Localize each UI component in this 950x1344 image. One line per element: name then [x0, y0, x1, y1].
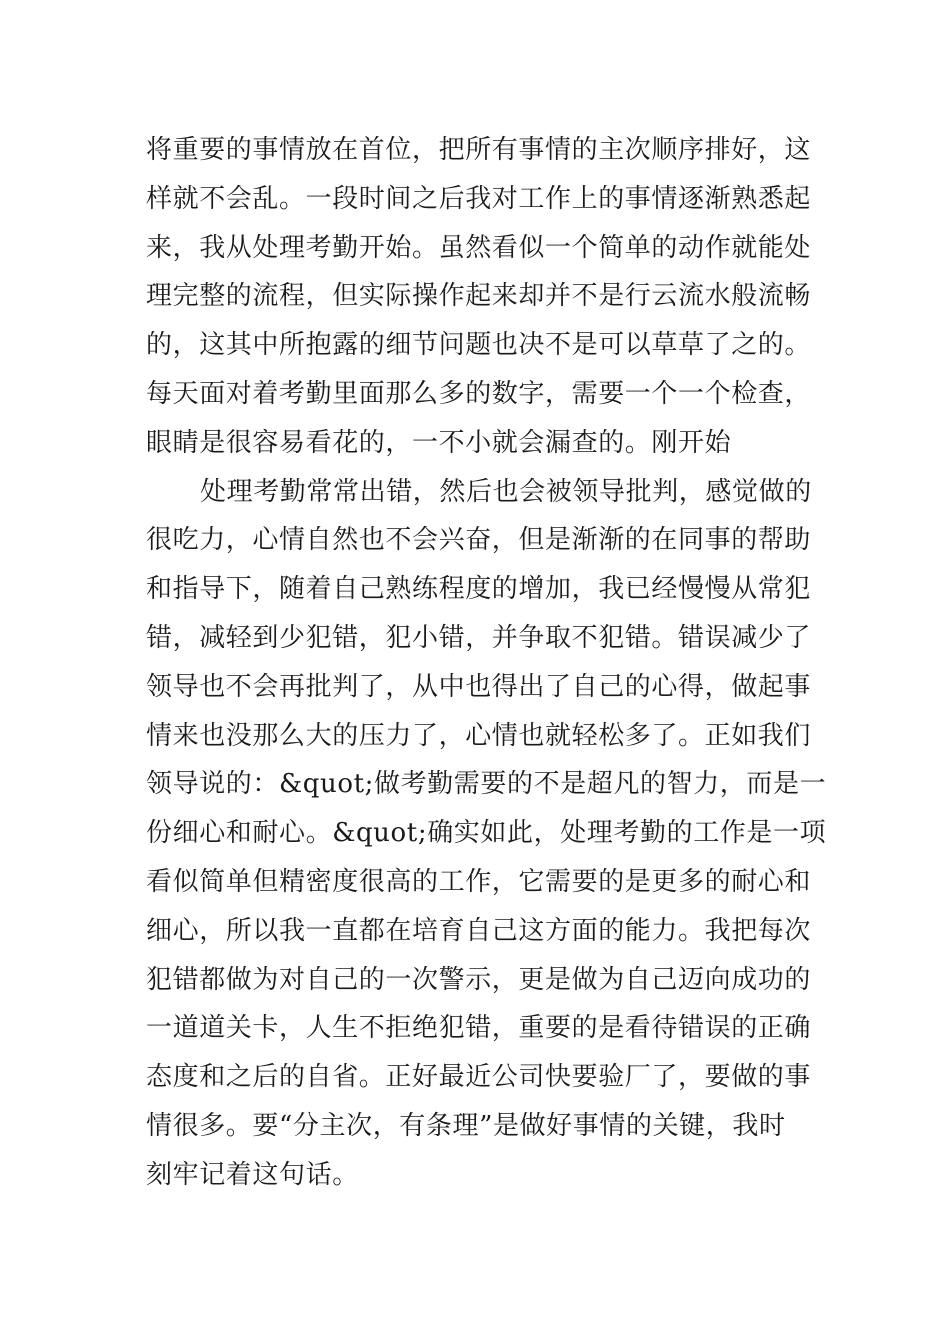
text-line: 犯错都做为对自己的一次警示，更是做为自己迈向成功的: [146, 964, 812, 995]
paragraph-start-line: 处理考勤常常出错，然后也会被领导批判，感觉做的: [200, 476, 812, 507]
text-line: 细心，所以我一直都在培育自己这方面的能力。我把每次: [146, 915, 812, 946]
text-line: 看似简单但精密度很高的工作，它需要的是更多的耐心和: [146, 866, 812, 897]
text-line: 刻牢记着这句话。: [146, 1159, 359, 1190]
text-line: 眼睛是很容易看花的，一不小就会漏查的。刚开始: [146, 427, 732, 458]
text-line: 每天面对着考勤里面那么多的数字，需要一个一个检查，: [146, 378, 812, 409]
text-line: 态度和之后的自省。正好最近公司快要验厂了，要做的事: [146, 1062, 812, 1093]
body-text: [146, 126, 827, 1200]
text-line: 样就不会乱。一段时间之后我对工作上的事情逐渐熟悉起: [146, 183, 812, 214]
text-line: 来，我从处理考勤开始。虽然看似一个简单的动作就能处: [146, 232, 812, 263]
text-line: 错，减轻到少犯错，犯小错，并争取不犯错。错误减少了: [146, 622, 812, 653]
text-line: 领导也不会再批判了，从中也得出了自己的心得，做起事: [146, 671, 812, 702]
text-line: 理完整的流程，但实际操作起来却并不是行云流水般流畅: [146, 281, 812, 312]
text-line: 一道道关卡，人生不拒绝犯错，重要的是看待错误的正确: [146, 1013, 812, 1044]
text-line: 和指导下，随着自己熟练程度的增加，我已经慢慢从常犯: [146, 574, 812, 605]
text-line: 份细心和耐心。&quot;确实如此，处理考勤的工作是一项: [146, 818, 827, 849]
text-line: 情来也没那么大的压力了，心情也就轻松多了。正如我们: [146, 720, 812, 751]
text-line: 情很多。要“分主次，有条理”是做好事情的关键，我时: [146, 1110, 786, 1141]
text-line: 很吃力，心情自然也不会兴奋，但是渐渐的在同事的帮助: [146, 525, 812, 556]
text-line: 领导说的：&quot;做考勤需要的不是超凡的智力，而是一: [146, 769, 827, 800]
text-line: 的，这其中所抱露的细节问题也决不是可以草草了之的。: [146, 330, 812, 361]
text-line: 将重要的事情放在首位，把所有事情的主次顺序排好，这: [146, 135, 812, 165]
